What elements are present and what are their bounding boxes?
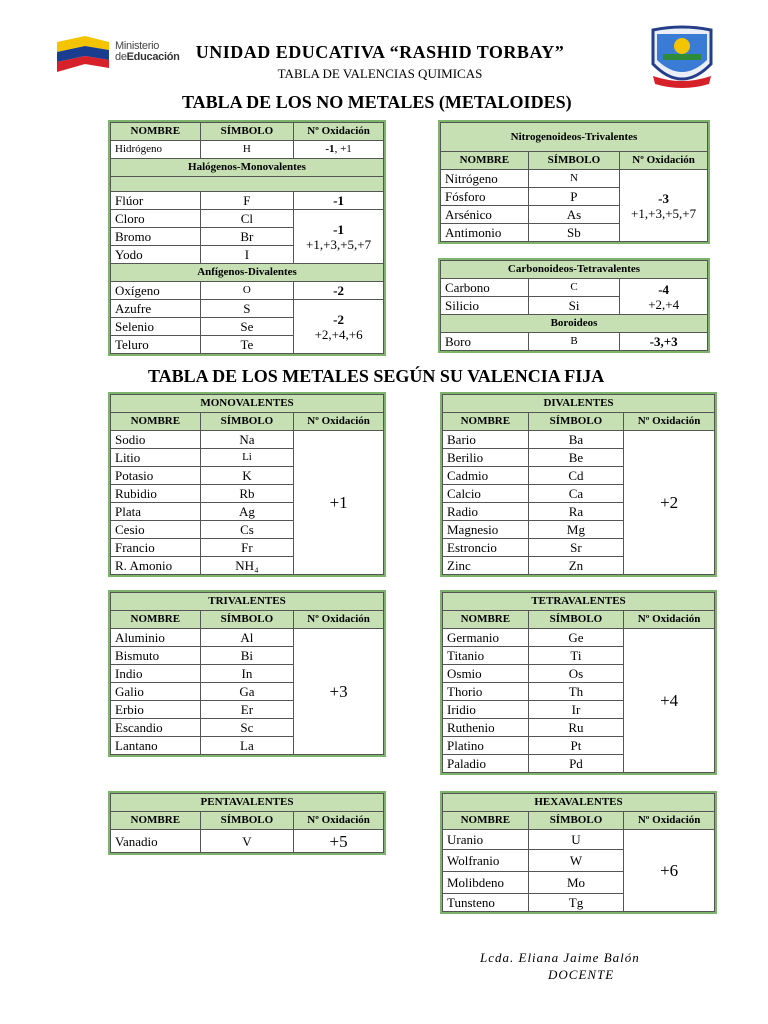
element-symbol: Ti (528, 647, 624, 665)
element-name: Berilio (443, 449, 529, 467)
element-name: Potasio (111, 467, 201, 485)
group-title-row (441, 261, 708, 279)
signature-role: DOCENTE (548, 967, 615, 982)
element-name: Rubidio (111, 485, 201, 503)
element-name: Zinc (443, 557, 529, 575)
table-header-row (443, 413, 715, 431)
group-title-row (111, 794, 384, 812)
oxidation-state: +2 (624, 431, 715, 575)
element-name: Lantano (111, 737, 201, 755)
element-symbol: Ba (528, 431, 624, 449)
element-name: Titanio (443, 647, 529, 665)
element-symbol: O (200, 282, 294, 300)
element-name: Osmio (443, 665, 529, 683)
document-subtitle: TABLA DE VALENCIAS QUIMICAS (277, 66, 483, 81)
col-header-symbol: SÍMBOLO (200, 812, 294, 830)
table-row (111, 629, 384, 647)
element-symbol: U (528, 830, 624, 850)
col-header-oxidation: Nº Oxidación (294, 123, 384, 141)
table-header-row (111, 123, 384, 141)
element-name: Calcio (443, 485, 529, 503)
group-title-row (111, 395, 384, 413)
nitrogenoideos-table (440, 122, 708, 242)
element-symbol: C (528, 279, 620, 297)
element-symbol: W (528, 850, 624, 872)
col-header-symbol: SÍMBOLO (528, 413, 624, 431)
element-name: Molibdeno (443, 872, 529, 894)
element-symbol: Be (528, 449, 624, 467)
oxidation-state: -3,+3 (620, 333, 708, 351)
group-title: HEXAVALENTES (443, 794, 715, 812)
table-row (111, 830, 384, 853)
element-name: Azufre (111, 300, 201, 318)
element-name: Bismuto (111, 647, 201, 665)
col-header-name: NOMBRE (443, 611, 529, 629)
element-symbol: Os (528, 665, 624, 683)
element-name: Fósforo (441, 188, 529, 206)
element-name: Antimonio (441, 224, 529, 242)
element-symbol: As (528, 206, 620, 224)
element-name: Thorio (443, 683, 529, 701)
group-title-row (443, 593, 715, 611)
element-symbol: Ca (528, 485, 624, 503)
element-symbol: F (200, 192, 294, 210)
table-header-row (441, 152, 708, 170)
element-symbol: P (528, 188, 620, 206)
oxidation-state: -4 +2,+4 (620, 279, 708, 315)
trivalentes-table (110, 592, 384, 755)
element-name: Oxígeno (111, 282, 201, 300)
col-header-name: NOMBRE (441, 152, 529, 170)
element-symbol: Ra (528, 503, 624, 521)
table-row (443, 830, 715, 850)
element-symbol: Ru (528, 719, 624, 737)
element-name: Escandio (111, 719, 201, 737)
col-header-name: NOMBRE (111, 812, 201, 830)
col-header-oxidation: Nº Oxidación (624, 611, 715, 629)
table-row (111, 192, 384, 210)
element-name: Radio (443, 503, 529, 521)
oxidation-state: +4 (624, 629, 715, 773)
hexavalentes-table (442, 793, 715, 912)
element-name: Litio (111, 449, 201, 467)
element-name: Carbono (441, 279, 529, 297)
element-name: Paladio (443, 755, 529, 773)
table-header-row (111, 413, 384, 431)
col-header-symbol: SÍMBOLO (528, 611, 624, 629)
col-header-oxidation: Nº Oxidación (624, 413, 715, 431)
table-row (111, 141, 384, 159)
element-symbol: Sr (528, 539, 624, 557)
group-spacer-row (111, 177, 384, 192)
col-header-name: NOMBRE (443, 413, 529, 431)
element-name: Cadmio (443, 467, 529, 485)
group-title: MONOVALENTES (111, 395, 384, 413)
oxidation-state: -3 +1,+3,+5,+7 (620, 170, 708, 242)
element-name: Aluminio (111, 629, 201, 647)
element-symbol: I (200, 246, 294, 264)
element-name: Bario (443, 431, 529, 449)
group-title-row (443, 794, 715, 812)
signature-name: Lcda. Eliana Jaime Balón (480, 950, 640, 965)
table-header-row (443, 812, 715, 830)
element-symbol: Te (200, 336, 294, 354)
element-symbol: Er (200, 701, 294, 719)
element-symbol: Rb (200, 485, 294, 503)
group-title-row (111, 593, 384, 611)
oxidation-state: +3 (294, 629, 384, 755)
col-header-oxidation: Nº Oxidación (624, 812, 715, 830)
element-name: Tunsteno (443, 894, 529, 912)
element-name: Vanadio (111, 830, 201, 853)
element-symbol: In (200, 665, 294, 683)
table-row (441, 170, 708, 188)
element-name: Wolfranio (443, 850, 529, 872)
element-symbol: Mo (528, 872, 624, 894)
group-title-row (441, 123, 708, 152)
col-header-oxidation: Nº Oxidación (294, 812, 384, 830)
element-name: Silicio (441, 297, 529, 315)
element-name: Iridio (443, 701, 529, 719)
table-row (441, 333, 708, 351)
oxidation-state: +1 (294, 431, 384, 575)
element-symbol: B (528, 333, 620, 351)
tetravalentes-table (442, 592, 715, 773)
element-name: Estroncio (443, 539, 529, 557)
ecuador-flag-icon (55, 32, 111, 76)
element-symbol: Ga (200, 683, 294, 701)
element-symbol: S (200, 300, 294, 318)
element-symbol: Fr (200, 539, 294, 557)
table-header-row (111, 812, 384, 830)
col-header-name: NOMBRE (111, 123, 201, 141)
element-name: Uranio (443, 830, 529, 850)
element-symbol: La (200, 737, 294, 755)
element-symbol: Zn (528, 557, 624, 575)
oxidation-state: -1 (294, 192, 384, 210)
element-name: Cloro (111, 210, 201, 228)
element-symbol: Mg (528, 521, 624, 539)
element-symbol: Ir (528, 701, 624, 719)
school-crest-icon (647, 24, 717, 90)
group-title: TRIVALENTES (111, 593, 384, 611)
element-name: Boro (441, 333, 529, 351)
element-symbol: Cs (200, 521, 294, 539)
element-name: Selenio (111, 318, 201, 336)
nonmetals-title: TABLA DE LOS NO METALES (METALOIDES) (182, 92, 572, 112)
col-header-symbol: SÍMBOLO (200, 611, 294, 629)
carbonoideos-table (440, 260, 708, 351)
table-row (111, 210, 384, 228)
element-name: Erbio (111, 701, 201, 719)
element-name: Indio (111, 665, 201, 683)
element-name: Flúor (111, 192, 201, 210)
element-symbol: Ge (528, 629, 624, 647)
col-header-symbol: SÍMBOLO (200, 413, 294, 431)
element-symbol: V (200, 830, 294, 853)
group-title: PENTAVALENTES (111, 794, 384, 812)
table-header-row (443, 611, 715, 629)
group-title-row (111, 159, 384, 177)
group-title: Anfígenos-Divalentes (111, 264, 384, 282)
group-title: Carbonoideos-Tetravalentes (441, 261, 708, 279)
group-title: Halógenos-Monovalentes (111, 159, 384, 177)
table-row (111, 282, 384, 300)
table-row (111, 300, 384, 318)
element-symbol: Se (200, 318, 294, 336)
group-title-row (111, 264, 384, 282)
element-name: Ruthenio (443, 719, 529, 737)
group-title: Boroideos (441, 315, 708, 333)
metals-title: TABLA DE LOS METALES SEGÚN SU VALENCIA FIJA (148, 366, 605, 386)
element-name: Nitrógeno (441, 170, 529, 188)
oxidation-state: -1 +1,+3,+5,+7 (294, 210, 384, 264)
group-title: Nitrogenoideos-Trivalentes (441, 123, 708, 152)
element-symbol: N (528, 170, 620, 188)
col-header-symbol: SÍMBOLO (528, 812, 624, 830)
col-header-oxidation: Nº Oxidación (620, 152, 708, 170)
element-symbol: Cl (200, 210, 294, 228)
element-symbol: Si (528, 297, 620, 315)
element-symbol: Br (200, 228, 294, 246)
oxidation-state: +6 (624, 830, 715, 912)
element-symbol: Bi (200, 647, 294, 665)
oxidation-state: -1, +1 (294, 141, 384, 159)
element-name: Plata (111, 503, 201, 521)
group-title: DIVALENTES (443, 395, 715, 413)
divalentes-table (442, 394, 715, 575)
element-symbol: Sb (528, 224, 620, 242)
pentavalentes-table (110, 793, 384, 853)
element-symbol: Na (200, 431, 294, 449)
col-header-symbol: SÍMBOLO (200, 123, 294, 141)
element-symbol: Tg (528, 894, 624, 912)
element-symbol: Cd (528, 467, 624, 485)
table-row (443, 629, 715, 647)
element-symbol: Li (200, 449, 294, 467)
element-name: Arsénico (441, 206, 529, 224)
oxidation-state: +5 (294, 830, 384, 853)
col-header-oxidation: Nº Oxidación (294, 611, 384, 629)
group-title: TETRAVALENTES (443, 593, 715, 611)
table-row (441, 279, 708, 297)
group-title-row (443, 395, 715, 413)
table-row (443, 431, 715, 449)
element-symbol: Sc (200, 719, 294, 737)
table-row (111, 431, 384, 449)
col-header-name: NOMBRE (443, 812, 529, 830)
element-name: Yodo (111, 246, 201, 264)
element-name: Galio (111, 683, 201, 701)
element-name: Sodio (111, 431, 201, 449)
element-name: Magnesio (443, 521, 529, 539)
element-symbol: Al (200, 629, 294, 647)
element-name: Francio (111, 539, 201, 557)
element-name: Cesio (111, 521, 201, 539)
element-name: Bromo (111, 228, 201, 246)
element-name: Hidrógeno (111, 141, 201, 159)
element-symbol: NH₄ (200, 557, 294, 575)
table-header-row (111, 611, 384, 629)
element-symbol: Pd (528, 755, 624, 773)
col-header-oxidation: Nº Oxidación (294, 413, 384, 431)
element-name: R. Amonio (111, 557, 201, 575)
element-symbol: K (200, 467, 294, 485)
element-symbol: Pt (528, 737, 624, 755)
element-name: Teluro (111, 336, 201, 354)
monovalentes-table (110, 394, 384, 575)
oxidation-state: -2 (294, 282, 384, 300)
ministry-name: Ministerio deEducación (115, 40, 180, 63)
element-symbol: H (200, 141, 294, 159)
element-symbol: Th (528, 683, 624, 701)
col-header-symbol: SÍMBOLO (528, 152, 620, 170)
oxidation-state: -2 +2,+4,+6 (294, 300, 384, 354)
element-symbol: Ag (200, 503, 294, 521)
element-name: Germanio (443, 629, 529, 647)
nonmetals-left-table (110, 122, 384, 354)
col-header-name: NOMBRE (111, 611, 201, 629)
col-header-name: NOMBRE (111, 413, 201, 431)
group-title-row (441, 315, 708, 333)
element-name: Platino (443, 737, 529, 755)
school-name: UNIDAD EDUCATIVA “RASHID TORBAY” (195, 42, 565, 62)
